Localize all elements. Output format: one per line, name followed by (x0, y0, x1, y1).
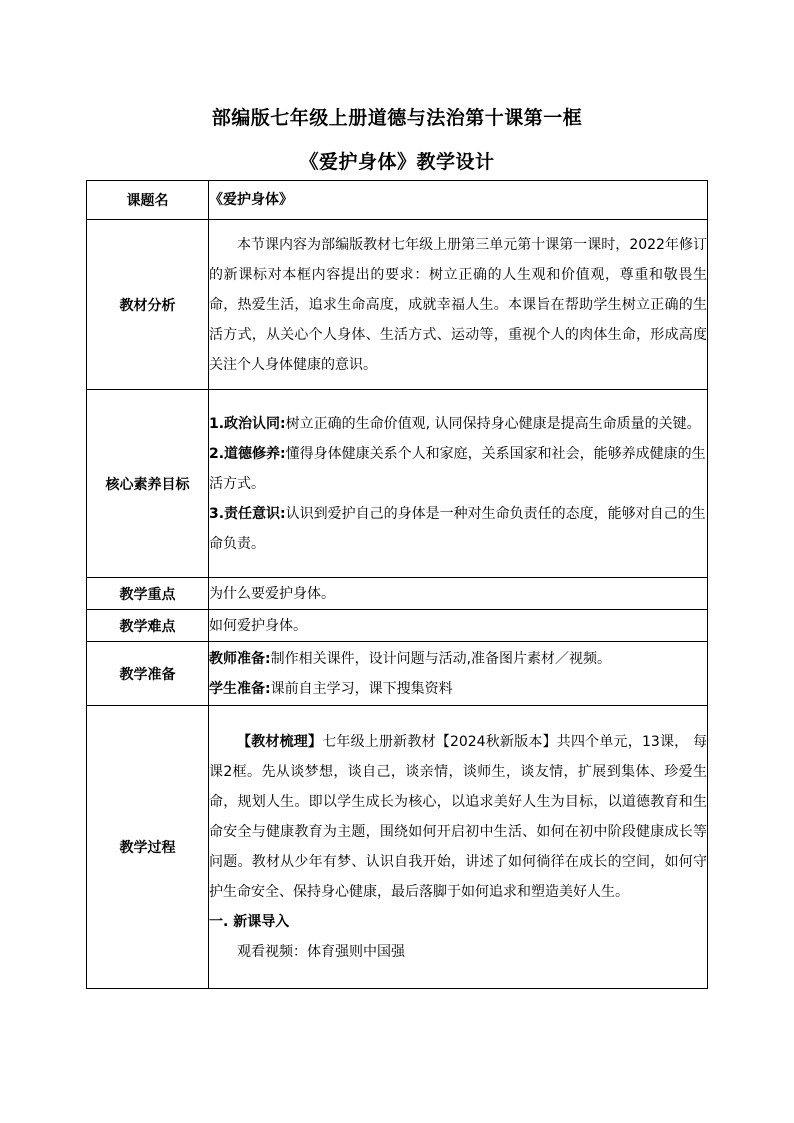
difficulty-value: 如何爱护身体。 (209, 610, 708, 642)
teacher-preparation-text: 制作相关课件，设计问题与活动,准备图片素材／视频。 (270, 650, 612, 667)
process-content (209, 706, 708, 989)
core-goal-text: 树立正确的生命价值观, 认同保持身心健康是提高生命质量的关键。 (285, 415, 701, 432)
difficulty-label: 教学难点 (87, 610, 209, 642)
student-preparation-title: 学生准备: (209, 680, 271, 697)
row-process (87, 706, 708, 989)
lesson-plan-table (86, 180, 708, 989)
core-goals-content (209, 390, 708, 578)
topic-label: 课题名 (87, 181, 209, 220)
row-core-goals (87, 390, 708, 578)
process-label: 教学过程 (87, 706, 209, 989)
core-goal-item (209, 439, 707, 499)
row-material-analysis (87, 220, 708, 390)
document-title-line1: 部编版七年级上册道德与法治第十课第一框 (211, 107, 583, 129)
core-goal-title: 3.责任意识: (209, 505, 286, 522)
material-analysis-text: 本节课内容为部编版教材七年级上册第三单元第十课第一课时，2022年修订的新课标对本框内容提出的要求：树立正确的人生观和价值观，尊重和敬畏生命，热爱生活，追求生命高度，成就幸福人生。本课旨在帮助学生树立正确的生活方式，从关心个人身体、生活方式、运动等，重视个人的肉体生命，形成高度关注个人身体健康的意识。 (209, 236, 707, 373)
row-key-point (87, 578, 708, 610)
topic-value (209, 181, 708, 220)
row-topic (87, 181, 708, 220)
preparation-content (209, 642, 708, 706)
core-goal-text: 懂得身体健康关系个人和家庭，关系国家和社会，能够养成健康的生活方式。 (209, 445, 706, 492)
core-goal-item (209, 409, 707, 439)
core-goal-text: 认识到爱护自己的身体是一种对生命负责任的态度，能够对自己的生命负责。 (209, 505, 706, 552)
key-point-label: 教学重点 (87, 578, 209, 610)
teacher-preparation (209, 644, 707, 674)
process-intro-text: 七年级上册新教材【2024秋新版本】共四个单元，13课， 每课2框。先从谈梦想，谈自己，谈亲情，谈师生，谈友情，扩展到集体、珍爱生命，规划人生。即以学生成长为核心，以追求美好人生为目标，以道德教育和生命安全与健康教育为主题，围绕如何开启初中生活、如何在初中阶段健康成长等问题。教材从少年有梦、认识自我开始，讲述了如何徜徉在成长的空间，如何守护生命安全、保持身心健康，最后落脚于如何追求和塑造美好人生。 (209, 734, 707, 900)
key-point-value: 为什么要爱护身体。 (209, 578, 708, 610)
row-preparation (87, 642, 708, 706)
core-goals-label: 核心素养目标 (87, 390, 209, 578)
process-section-title: 一. 新课导入 (209, 914, 290, 930)
topic-value-text: 《爱护身体》 (209, 192, 293, 208)
process-intro (209, 727, 707, 907)
process-intro-title: 【教材梳理】 (237, 734, 323, 750)
row-difficulty (87, 610, 708, 642)
core-goal-item (209, 499, 707, 559)
core-goal-title: 1.政治认同: (209, 415, 286, 432)
material-analysis-content (209, 220, 708, 390)
teacher-preparation-title: 教师准备: (209, 650, 271, 667)
core-goal-title: 2.道德修养: (209, 445, 286, 462)
process-section-text: 观看视频：体育强则中国强 (237, 944, 405, 960)
student-preparation (209, 674, 707, 704)
student-preparation-text: 课前自主学习，课下搜集资料 (270, 680, 453, 697)
material-analysis-label: 教材分析 (87, 220, 209, 390)
preparation-label: 教学准备 (87, 642, 209, 706)
document-title-line2: 《爱护身体》教学设计 (299, 151, 495, 173)
